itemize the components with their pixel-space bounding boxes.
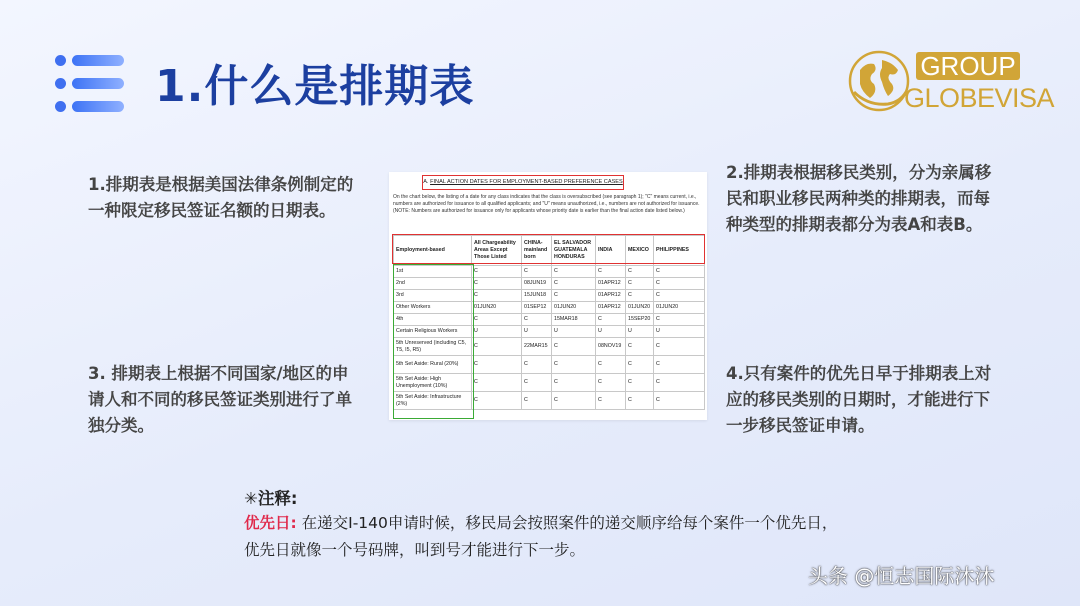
table-cell: Other Workers	[394, 302, 472, 314]
heading-text: FINAL ACTION DATES FOR EMPLOYMENT-BASED PREFERENCE CASES	[430, 179, 623, 185]
table-cell: C	[596, 374, 626, 392]
table-cell: C	[552, 338, 596, 356]
table-cell: 4th	[394, 314, 472, 326]
table-cell: C	[626, 356, 654, 374]
table-cell: C	[626, 374, 654, 392]
visa-bulletin-excerpt	[389, 172, 707, 420]
table-cell: C	[596, 392, 626, 410]
table-cell: C	[654, 338, 705, 356]
table-cell: 01JUN20	[626, 302, 654, 314]
table-cell: 08JUN19	[522, 278, 552, 290]
column-header: CHINA-mainland born	[522, 236, 552, 266]
table-cell: 15SEP20	[626, 314, 654, 326]
table-cell: C	[654, 278, 705, 290]
logo-brand-text: GLOBEVISA	[904, 83, 1055, 113]
table-cell: 3rd	[394, 290, 472, 302]
table-cell: 5th Set Aside: High Unemployment (10%)	[394, 374, 472, 392]
table-cell: 01APR12	[596, 302, 626, 314]
table-cell: C	[626, 338, 654, 356]
table-cell: 01JUN20	[552, 302, 596, 314]
table-cell: C	[596, 266, 626, 278]
table-row	[394, 356, 705, 374]
table-cell: U	[596, 326, 626, 338]
table-header-row	[394, 236, 705, 266]
final-action-dates-table	[393, 235, 705, 410]
table-cell: C	[552, 356, 596, 374]
column-header: PHILIPPINES	[654, 236, 705, 266]
table-row	[394, 290, 705, 302]
table-cell: C	[654, 290, 705, 302]
table-row	[394, 392, 705, 410]
table-cell: C	[472, 338, 522, 356]
table-cell: 01JUN20	[472, 302, 522, 314]
table-cell: C	[626, 392, 654, 410]
table-cell: U	[654, 326, 705, 338]
table-cell: C	[626, 266, 654, 278]
point-4: 4.只有案件的优先日早于排期表上对应的移民类别的日期时，才能进行下一步移民签证申请。	[726, 364, 992, 435]
table-cell: C	[654, 374, 705, 392]
table-cell: 5th Set Aside: Rural (20%)	[394, 356, 472, 374]
note-text-1: 在递交I-140申请时候，移民局会按照案件的递交顺序给每个案件一个优先日，	[301, 514, 838, 532]
table-cell: C	[522, 392, 552, 410]
table-cell: C	[654, 356, 705, 374]
globe-icon	[848, 50, 910, 112]
table-cell: U	[552, 326, 596, 338]
table-cell: C	[472, 290, 522, 302]
point-1: 1.排期表是根据美国法律条例制定的一种限定移民签证名额的日期表。	[88, 175, 354, 220]
table-cell: C	[552, 290, 596, 302]
globevisa-logo	[848, 48, 1055, 114]
table-cell: C	[472, 314, 522, 326]
table-cell: C	[552, 266, 596, 278]
table-cell: Certain Religious Workers	[394, 326, 472, 338]
heading-prefix: A.	[423, 179, 429, 185]
table-cell: C	[472, 356, 522, 374]
table-cell: C	[522, 374, 552, 392]
table-cell: C	[472, 392, 522, 410]
table-cell: 2nd	[394, 278, 472, 290]
table-row	[394, 338, 705, 356]
table-cell: 5th Set Aside: Infrastructure (2%)	[394, 392, 472, 410]
table-cell: C	[522, 266, 552, 278]
table-cell: U	[522, 326, 552, 338]
table-cell: C	[472, 278, 522, 290]
note-title: ✳注释:	[244, 489, 298, 508]
table-cell: 15MAR18	[552, 314, 596, 326]
note-line-1	[244, 510, 837, 536]
watermark: 头条 @恒志国际沐沐	[808, 564, 995, 588]
column-header: Employment-based	[394, 236, 472, 266]
table-cell: C	[626, 278, 654, 290]
table-cell: C	[596, 314, 626, 326]
page-title: 1.什么是排期表	[155, 61, 475, 112]
table-cell: C	[654, 266, 705, 278]
table-row	[394, 278, 705, 290]
table-cell: C	[552, 392, 596, 410]
table-cell: C	[552, 374, 596, 392]
column-header: All Chargeability Areas Except Those Listed	[472, 236, 522, 266]
table-row	[394, 326, 705, 338]
note-key: 优先日:	[244, 514, 297, 532]
table-row	[394, 314, 705, 326]
table-cell: U	[472, 326, 522, 338]
table-cell: 08NOV19	[596, 338, 626, 356]
table-cell: 01JUN20	[654, 302, 705, 314]
table-cell: U	[626, 326, 654, 338]
table-cell: C	[472, 374, 522, 392]
table-cell: C	[654, 314, 705, 326]
logo-group-text: GROUP	[916, 52, 1020, 80]
table-cell: C	[552, 278, 596, 290]
table-cell: C	[654, 392, 705, 410]
table-cell: 5th Unreserved (including C5, T5, I5, R5)	[394, 338, 472, 356]
table-row	[394, 374, 705, 392]
column-header: MEXICO	[626, 236, 654, 266]
table-cell: 15JUN18	[522, 290, 552, 302]
note-line-2: 优先日就像一个号码牌，叫到号才能进行下一步。	[244, 541, 586, 559]
table-intro: On the chart below, the listing of a date for any class indicates that the class is oversubscribed (see paragraph 1); "C" means current, i.e., numbers are authorized for issuance to all qualified applicants; and "U" means unauthorized, i.e., numbers are not authorized for issuance. (NOTE: Numbers are authorized for issuance only for applicants whose priority date is earlier than the final action date listed below.)	[393, 194, 700, 214]
column-header: EL SALVADOR GUATEMALA HONDURAS	[552, 236, 596, 266]
table-row	[394, 266, 705, 278]
menu-icon	[55, 55, 125, 113]
table-heading	[422, 175, 624, 190]
table-cell: C	[522, 314, 552, 326]
column-header: INDIA	[596, 236, 626, 266]
table-cell: 01APR12	[596, 290, 626, 302]
table-cell: C	[626, 290, 654, 302]
table-cell: C	[472, 266, 522, 278]
table-row	[394, 302, 705, 314]
table-cell: 01SEP12	[522, 302, 552, 314]
point-3: 3. 排期表上根据不同国家/地区的申请人和不同的移民签证类别进行了单独分类。	[88, 364, 352, 435]
table-cell: 22MAR15	[522, 338, 552, 356]
point-2: 2.排期表根据移民类别，分为亲属移民和职业移民两种类的排期表，而每种类型的排期表都分为表A和表B。	[726, 163, 992, 234]
table-cell: 01APR12	[596, 278, 626, 290]
table-cell: 1st	[394, 266, 472, 278]
table-cell: C	[596, 356, 626, 374]
table-cell: C	[522, 356, 552, 374]
